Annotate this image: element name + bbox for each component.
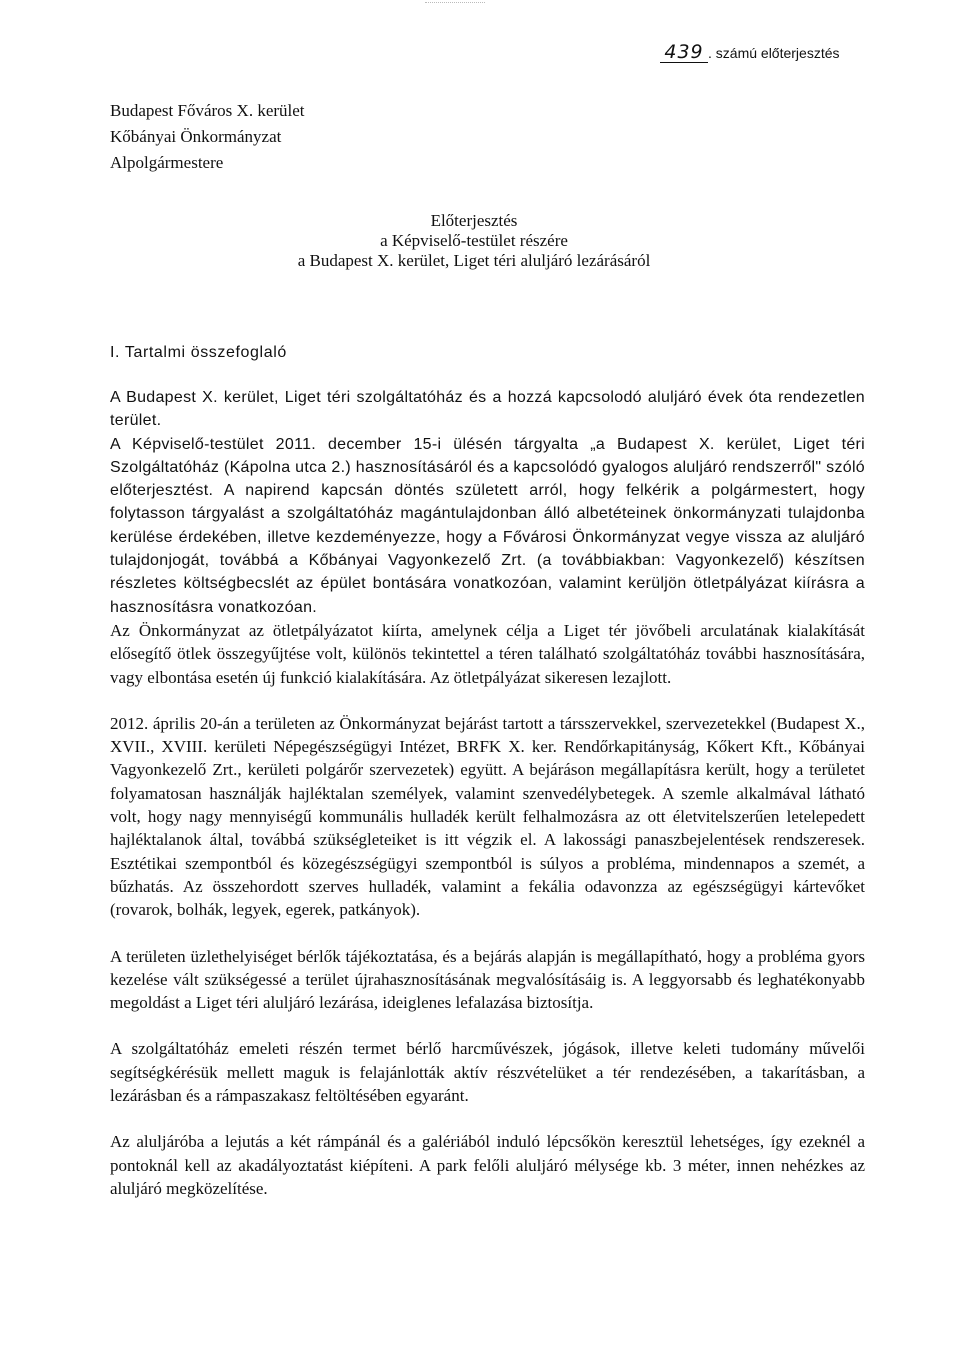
paragraph-6: A szolgáltatóház emeleti részén termet bérlő harcművészek, jógások, illetve keleti tudomány művelői segítségkérésük mellett maguk is felajánlották aktív részvételüket a tér rendezésében, a takarításban, a lezárásban és a rámpaszakasz feltöltésében egyaránt. bbox=[110, 1039, 865, 1106]
paragraph-2-lead: A Képviselő-testület 2011. december 15-i ülésén tárgyalta „a Budapest X. kerület, Liget téri Szolgáltatóház (Kápolna utca 2.) hasznosításáról és a kapcsolódó gyalogos aluljáró rendszerről" szóló előterjesztést. A napirend kapcsán döntés született arról, hogy felkérik a polgármestert, hogy folytasson tárgyalást a szolgáltatóház magántulajdonban álló albetéteinek önkormányzati tulajdonba kerülése érdekében, illetve kezdeményezze, hogy a Fővárosi Önkormányzat vegye vissza az aluljáró tulajdonjogát, továbbá a Kőbányai Vagyonkezelő Zrt. (a továbbiakban: Vagyonkezelő) készítsen részletes költségbecslét az épület bontására vonatkozóan, valamint kerüljön ötletpályázat kiírásra a hasznosításra vonatkozóan. bbox=[110, 435, 865, 616]
title-line-3: a Budapest X. kerület, Liget téri aluljáró lezárásáról bbox=[297, 251, 651, 270]
section-heading: I. Tartalmi összefoglaló bbox=[110, 344, 287, 361]
issuer-line-1: Budapest Főváros X. kerület bbox=[110, 101, 305, 120]
paragraph-7: Az aluljáróba a lejutás a két rámpánál és a galériából induló lépcsőkön keresztül lehetséges, így ezeknél a pontoknál kell az akadályoztatást kiépíteni. A park felőli aluljáró mélysége kb. 3 méter, innen nehézkes az aluljáró megközelítése. bbox=[110, 1132, 865, 1198]
title-line-2: a Képviselő-testület részére bbox=[380, 231, 568, 250]
issuer-line-3: Alpolgármestere bbox=[110, 153, 224, 172]
title-line-1: Előterjesztés bbox=[430, 211, 518, 230]
body-text bbox=[110, 386, 865, 1200]
document-title bbox=[274, 211, 674, 271]
scan-artifact bbox=[425, 2, 485, 5]
paragraph-5: A területen üzlethelyiséget bérlők tájékoztatása, és a bejárás alapján is megállapítható, hogy a probléma gyors kezelése vált szükségessé a terület újrahasznosításának megvalósításáig is. A leggyorsabb és leghatékonyabb megoldást a Liget téri aluljáró lezárása, ideiglenes lefalazása biztosítja. bbox=[110, 946, 865, 1013]
paragraph-4: 2012. április 20-án a területen az Önkormányzat bejárást tartott a társszervekkel, szervezetekkel (Budapest X., XVII., XVIII. kerületi Népegészségügyi Intézet, BRFK X. ker. Rendőrkapitányság, Kőkert Kft., Kőbányai Vagyonkezelő Zrt., kerületi polgárőr szervezetek) együtt. A bejáráson megállapításra került, hogy a területet folyamatosan használják hajléktalan személyek, valamint szenvedélybetegek. A szemle alkalmával látható volt, hogy nagy mennyiségű kommunális hulladék került felhalmozásra az ott életvitelszerűen letelepedett hajléktalanok által, továbbá szükségleteiket is itt végzik el. A lakossági panaszbejelentések rendszeresek. Esztétikai szempontból és közegészségügyi szempontból is súlyos a probléma, mindennapos a szemét, a bűzhatás. Az összehordott szerves hulladék, valamint a fekália odavonzza az egészségügyi kártevőket (rovarok, bolhák, legyek, egerek, patkányok). bbox=[110, 713, 865, 920]
document-number bbox=[660, 42, 940, 63]
handwritten-number: 439 bbox=[660, 42, 708, 63]
document-number-label: . számú előterjesztés bbox=[708, 45, 840, 61]
paragraph-3: Az Önkormányzat az ötletpályázatot kiírta, amelynek célja a Liget tér jövőbeli arculatának kialakítását elősegítő ötlek összegyűjtése volt, különös tekintettel a téren található szolgáltatóház további hasznosítására, vagy elbontása esetén új funkció kialakítására. Az ötletpályázat sikeresen lezajlott. bbox=[110, 620, 865, 687]
issuer-line-2: Kőbányai Önkormányzat bbox=[110, 127, 282, 146]
issuer-block bbox=[110, 98, 305, 176]
paragraph-1: A Budapest X. kerület, Liget téri szolgáltatóház és a hozzá kapcsolodó aluljáró évek óta rendezetlen terület. bbox=[110, 389, 865, 430]
